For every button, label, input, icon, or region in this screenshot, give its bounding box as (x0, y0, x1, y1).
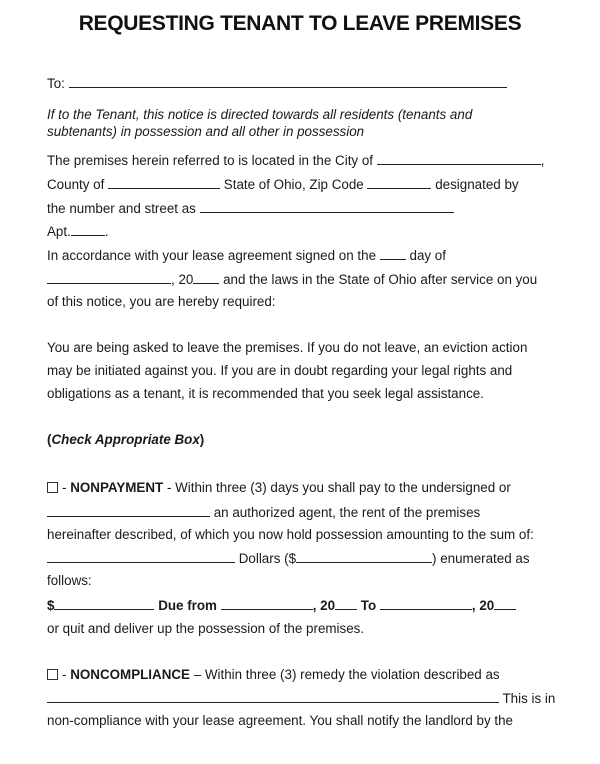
noncompliance-checkbox[interactable] (47, 669, 58, 680)
nonpayment-label: NONPAYMENT (70, 480, 164, 495)
zip-blank[interactable] (367, 176, 431, 189)
lease-year-prefix: , 20 (171, 272, 194, 287)
due-amount-blank[interactable] (54, 597, 154, 610)
enumerated-label: ) enumerated as (432, 551, 530, 566)
check-close-paren: ) (199, 432, 205, 447)
designated-label: designated by (435, 177, 519, 192)
document-title: REQUESTING TENANT TO LEAVE PREMISES (78, 12, 522, 35)
apt-period: . (104, 224, 109, 239)
state-zip-label: State of Ohio, Zip Code (223, 177, 364, 192)
premises-line (47, 152, 544, 169)
due-to-blank[interactable] (380, 597, 472, 610)
check-label: Check Appropriate Box (51, 432, 200, 447)
premises-comma: , (540, 153, 545, 168)
check-heading (47, 432, 204, 448)
due-dollar-sign: $ (47, 598, 55, 613)
nonpayment-text-2: an authorized agent, the rent of the premises (213, 505, 481, 520)
apt-line (47, 223, 109, 240)
quit-line: or quit and deliver up the possession of the premises. (47, 621, 365, 636)
nonpayment-line-2 (47, 504, 480, 521)
street-blank[interactable] (200, 200, 454, 213)
lease-day-blank[interactable] (380, 247, 406, 260)
county-label: County of (47, 177, 105, 192)
premises-city-label: The premises herein referred to is located in the City of (47, 153, 373, 168)
dollars-words-blank[interactable] (47, 550, 235, 563)
due-from-label: Due from (158, 598, 217, 613)
asked-line-3: obligations as a tenant, it is recommended that you seek legal assistance. (47, 386, 484, 401)
nonpayment-line-3: hereinafter described, of which you now hold possession amounting to the sum of: (47, 527, 534, 542)
noncompliance-dash: - (62, 667, 67, 682)
noncompliance-label: NONCOMPLIANCE (70, 667, 190, 682)
nonpayment-dash: - (62, 480, 67, 495)
due-to-year-prefix: , 20 (471, 598, 495, 613)
county-line (47, 176, 519, 193)
dollars-label: Dollars ($ (238, 551, 297, 566)
dollars-amount-blank[interactable] (296, 550, 432, 563)
apt-label: Apt. (47, 224, 71, 239)
nonpayment-text-1: - Within three (3) days you shall pay to the undersigned or (166, 480, 511, 495)
lease-year-blank[interactable] (193, 271, 219, 284)
due-from-year-prefix: , 20 (312, 598, 336, 613)
lease-month-blank[interactable] (47, 271, 171, 284)
follows-line: follows: (47, 573, 92, 588)
to-blank[interactable] (69, 75, 507, 88)
asked-line-1: You are being asked to leave the premises. If you do not leave, an eviction action (47, 340, 528, 355)
county-blank[interactable] (108, 176, 220, 189)
due-from-blank[interactable] (221, 597, 313, 610)
due-to-label: To (360, 598, 377, 613)
check-open-paren: ( (47, 432, 52, 447)
intro-line-2: subtenants) in possession and all other in possession (47, 124, 365, 139)
noncompliance-line-3: non-compliance with your lease agreement. You shall notify the landlord by the (47, 713, 513, 728)
city-blank[interactable] (377, 152, 541, 165)
day-of-label: day of (409, 248, 446, 263)
agent-blank[interactable] (47, 504, 210, 517)
asked-line-2: may be initiated against you. If you are in doubt regarding your legal rights and (47, 363, 513, 378)
violation-blank[interactable] (47, 690, 499, 703)
nonpayment-line-1 (47, 480, 511, 496)
lease-signed-label: In accordance with your lease agreement signed on the (47, 248, 377, 263)
to-label: To: (47, 76, 65, 91)
lease-line-3: of this notice, you are hereby required: (47, 294, 276, 309)
street-line (47, 200, 454, 217)
noncompliance-text-1: – Within three (3) remedy the violation described as (193, 667, 500, 682)
lease-line-2 (47, 271, 537, 288)
noncompliance-line-2 (47, 690, 555, 707)
due-to-year-blank[interactable] (494, 597, 516, 610)
this-is-in-text: This is in (502, 691, 556, 706)
lease-laws-text: and the laws in the State of Ohio after service on you (223, 272, 538, 287)
lease-line-1 (47, 247, 446, 264)
intro-line-1: If to the Tenant, this notice is directed towards all residents (tenants and (47, 107, 473, 122)
due-line (47, 597, 516, 614)
noncompliance-line-1 (47, 667, 500, 683)
due-from-year-blank[interactable] (335, 597, 357, 610)
street-label: the number and street as (47, 201, 196, 216)
nonpayment-checkbox[interactable] (47, 482, 58, 493)
apt-blank[interactable] (71, 223, 105, 236)
nonpayment-line-4 (47, 550, 530, 567)
to-line (47, 75, 507, 92)
